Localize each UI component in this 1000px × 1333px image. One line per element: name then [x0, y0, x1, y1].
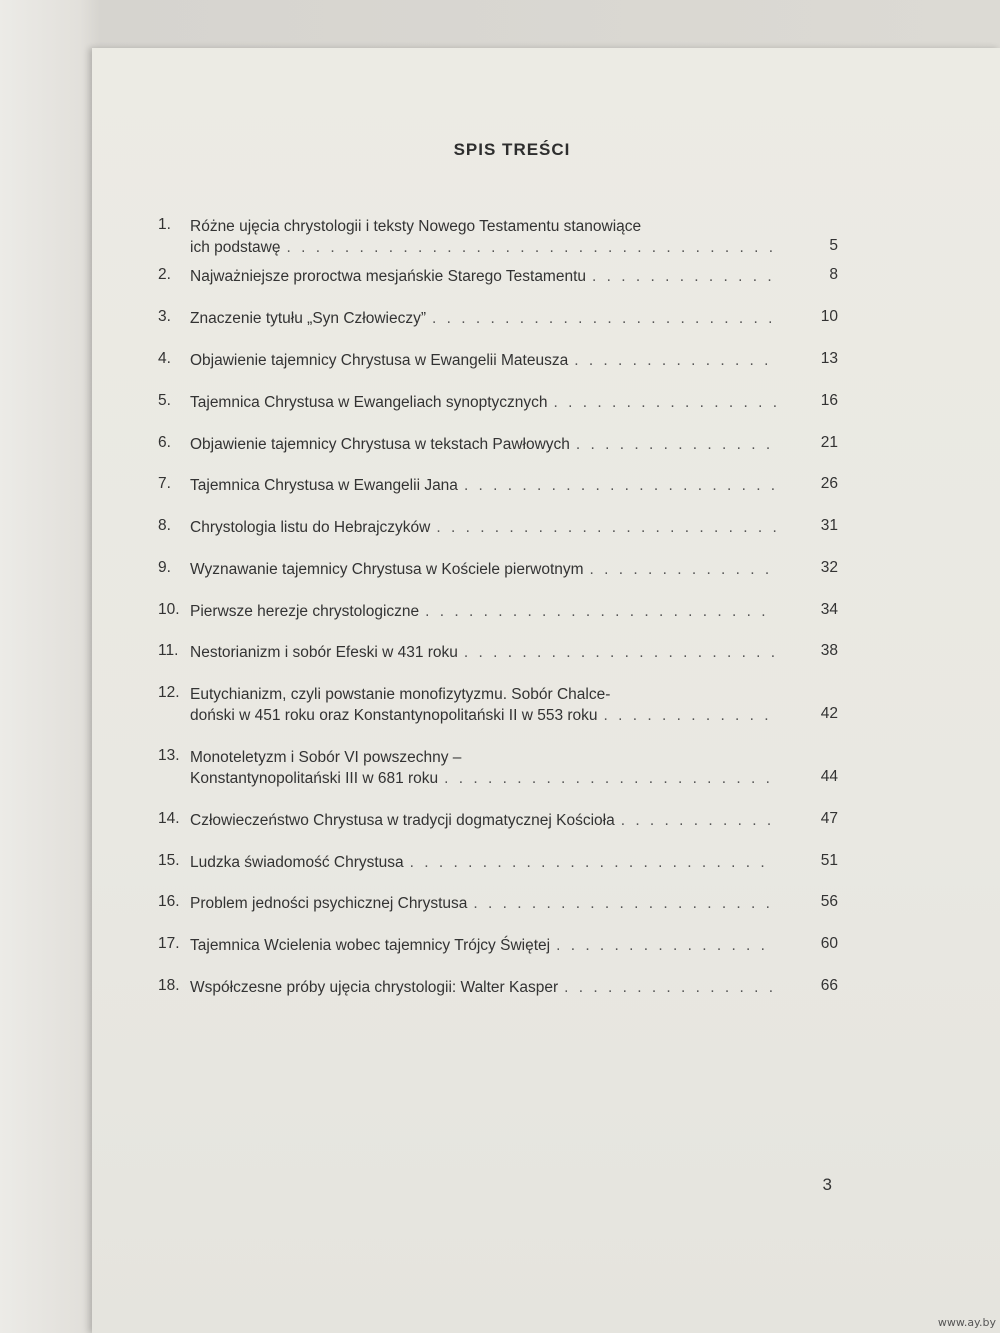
toc-entry-title: [190, 935, 776, 956]
dot-leader: [604, 705, 776, 726]
toc-entry-page: 26: [820, 475, 838, 492]
toc-entry-title-line: Najważniejsze proroctwa mesjańskie Starego Testamentu: [190, 268, 587, 285]
toc-entry-page: 60: [820, 935, 838, 952]
toc-entry-title-line: Tajemnica Chrystusa w Ewangeliach synoptycznych: [190, 394, 548, 411]
toc-entry-number: 15.: [158, 852, 180, 869]
dot-leader: [464, 475, 776, 496]
page-number: 3: [822, 1175, 832, 1194]
toc-entry-title-line: Konstantynopolitański III w 681 roku: [190, 770, 439, 787]
dot-leader: [590, 559, 776, 580]
toc-entry-title: [190, 642, 776, 663]
toc-entry-number: 18.: [158, 977, 180, 994]
toc-entry-page: 10: [820, 308, 838, 325]
toc-entry-page: 51: [820, 852, 838, 869]
dot-leader: [425, 601, 776, 622]
toc-entry-title: [190, 216, 776, 258]
toc-entry-number: 12.: [158, 684, 180, 701]
toc-entry-title-line: Różne ujęcia chrystologii i teksty Nowego Testamentu stanowiące: [190, 218, 642, 235]
toc-entry-page: 21: [820, 434, 838, 451]
toc-entry-title-line: Problem jedności psychicznej Chrystusa: [190, 895, 468, 912]
toc-entry-title: [190, 434, 776, 455]
toc-entry-number: 17.: [158, 935, 180, 952]
toc-entry-number: 10.: [158, 601, 180, 618]
watermark: www.ay.by: [937, 1316, 996, 1329]
toc-entry-number: 1.: [158, 216, 171, 233]
toc-entry-number: 5.: [158, 392, 171, 409]
toc-entry-title: [190, 893, 776, 914]
toc-entry-page: 66: [820, 977, 838, 994]
toc-entry-title: [190, 517, 776, 538]
book-page: [92, 48, 1000, 1333]
toc-entry-number: 6.: [158, 434, 171, 451]
toc-entry-title: [190, 684, 776, 726]
toc-entry-number: 8.: [158, 517, 171, 534]
dot-leader: [564, 977, 776, 998]
dot-leader: [286, 237, 776, 258]
toc-entry-number: 4.: [158, 350, 171, 367]
toc-entry-page: 32: [820, 559, 838, 576]
toc-entry-title-line: Ludzka świadomość Chrystusa: [190, 854, 404, 871]
toc-entry-title-line: ich podstawę: [190, 239, 281, 256]
toc-entry-page: 47: [820, 810, 838, 827]
toc-entry-number: 2.: [158, 266, 171, 283]
toc-entry-title-line: Objawienie tajemnicy Chrystusa w Ewangelii Mateusza: [190, 352, 569, 369]
toc-entry-title: [190, 810, 776, 831]
toc-entry-number: 13.: [158, 747, 180, 764]
toc-entry-title-line: Wyznawanie tajemnicy Chrystusa w Kościele pierwotnym: [190, 561, 584, 578]
toc-entry-title-line: Człowieczeństwo Chrystusa w tradycji dogmatycznej Kościoła: [190, 812, 615, 829]
toc-entry-page: 8: [829, 266, 838, 283]
toc-entry-title: [190, 392, 776, 413]
toc-entry-title: [190, 747, 776, 789]
dot-leader: [444, 768, 776, 789]
dot-leader: [554, 392, 776, 413]
toc-entry-number: 3.: [158, 308, 171, 325]
toc-entry-title-line: Tajemnica Wcielenia wobec tajemnicy Trójcy Świętej: [190, 937, 551, 954]
toc-entry-page: 13: [820, 350, 838, 367]
toc-entry-title: [190, 350, 776, 371]
dot-leader: [410, 852, 776, 873]
toc-entry-number: 14.: [158, 810, 180, 827]
dot-leader: [556, 935, 776, 956]
toc-entry-title-line: Monoteletyzm i Sobór VI powszechny –: [190, 749, 462, 766]
dot-leader: [576, 434, 776, 455]
toc-entry-title-line: Znaczenie tytułu „Syn Człowieczy”: [190, 310, 427, 327]
toc-entry-title-line: Eutychianizm, czyli powstanie monofizytyzmu. Sobór Chalce-: [190, 686, 611, 703]
dot-leader: [436, 517, 776, 538]
toc-entry-page: 5: [829, 237, 838, 254]
dot-leader: [574, 350, 776, 371]
toc-entry-number: 9.: [158, 559, 171, 576]
dot-leader: [592, 266, 776, 287]
dot-leader: [473, 893, 776, 914]
toc-entry-title-line: Współczesne próby ujęcia chrystologii: Walter Kasper: [190, 979, 559, 996]
toc-entry-title: [190, 559, 776, 580]
toc-entry-page: 38: [820, 642, 838, 659]
toc-entry-page: 42: [820, 705, 838, 722]
toc-entry-page: 34: [820, 601, 838, 618]
dot-leader: [621, 810, 776, 831]
toc-entry-title-line: Pierwsze herezje chrystologiczne: [190, 603, 420, 620]
toc-entry-page: 44: [820, 768, 838, 785]
dot-leader: [432, 308, 776, 329]
toc-entry-title: [190, 852, 776, 873]
toc-entry-number: 7.: [158, 475, 171, 492]
toc-entry-number: 16.: [158, 893, 180, 910]
toc-entry-title-line: Nestorianizm i sobór Efeski w 431 roku: [190, 644, 458, 661]
toc-entry-title: [190, 977, 776, 998]
toc-entry-number: 11.: [158, 642, 179, 659]
toc-entry-page: 16: [820, 392, 838, 409]
toc-entry-title: [190, 266, 776, 287]
toc-entry-page: 56: [820, 893, 838, 910]
toc-entry-title-line: Objawienie tajemnicy Chrystusa w tekstach Pawłowych: [190, 436, 570, 453]
toc-entry-page: 31: [820, 517, 838, 534]
toc-entry-title: [190, 601, 776, 622]
page-title: SPIS TREŚCI: [453, 140, 571, 159]
dot-leader: [464, 642, 776, 663]
toc-entry-title: [190, 475, 776, 496]
toc-entry-title-line: doński w 451 roku oraz Konstantynopolitański II w 553 roku: [190, 707, 598, 724]
toc-entry-title-line: Tajemnica Chrystusa w Ewangelii Jana: [190, 477, 458, 494]
toc-entry-title: [190, 308, 776, 329]
toc-entry-title-line: Chrystologia listu do Hebrajczyków: [190, 519, 431, 536]
